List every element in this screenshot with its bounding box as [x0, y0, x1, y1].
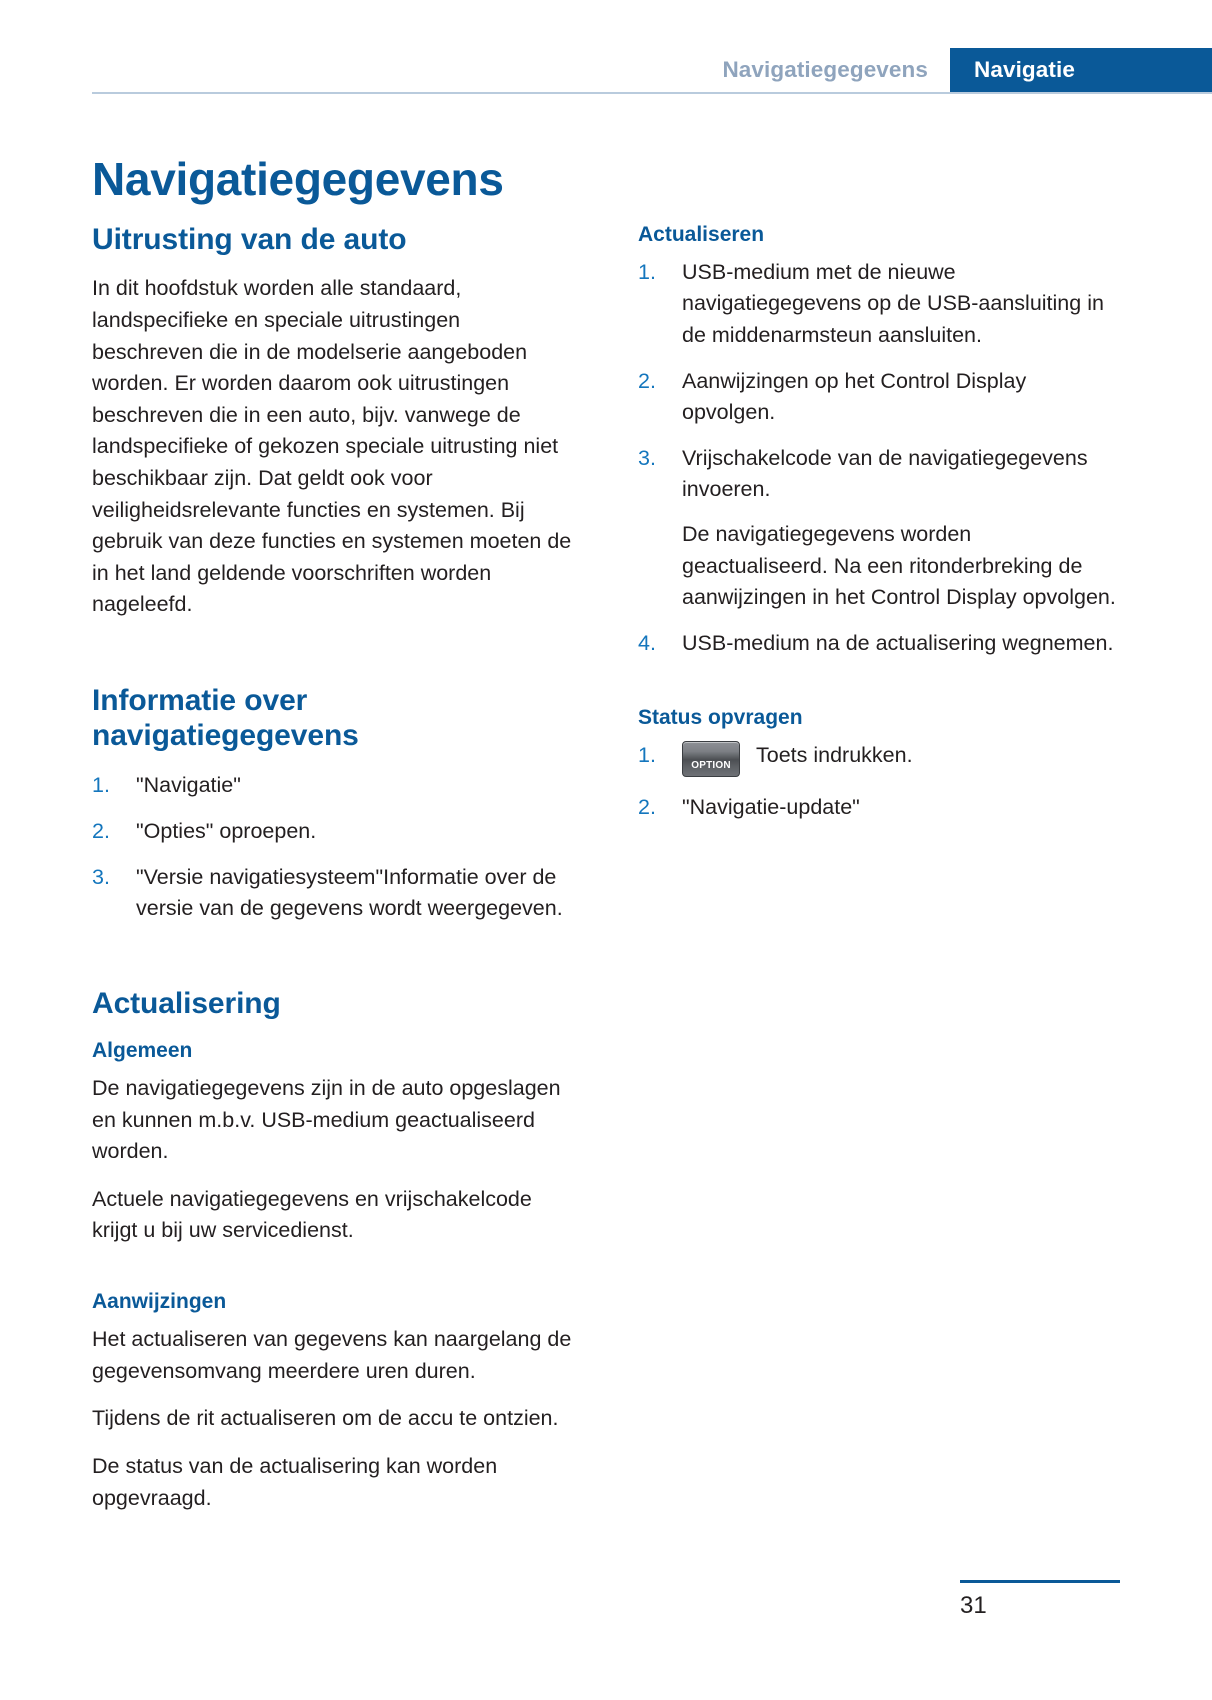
list-item — [638, 257, 1120, 351]
list-item — [638, 443, 1120, 613]
paragraph-aanwijzingen-2: Tijdens de rit actualiseren om de accu te ontzien. — [92, 1406, 559, 1431]
paragraph-aanwijzingen-3: De status van de actualisering kan worden opgevraagd. — [92, 1453, 498, 1510]
right-column — [638, 222, 1120, 1514]
steps-actualiseren — [638, 257, 1120, 659]
section-spacer — [638, 659, 1120, 705]
section-spacer — [92, 924, 574, 986]
footer-divider-rule — [960, 1580, 1120, 1583]
section-informatie-over-navigatiegegevens — [92, 683, 574, 924]
step-number: 2. — [638, 368, 656, 393]
list-item — [638, 628, 1120, 659]
step-number: 4. — [638, 630, 656, 655]
steps-status-opvragen — [638, 740, 1120, 823]
step-number: 2. — [92, 818, 110, 843]
step-number: 1. — [638, 743, 656, 768]
heading-informatie-over-navigatiegegevens: Informatie over navigatiegegevens — [92, 683, 359, 753]
step-text: "Navigatie-update" — [682, 795, 860, 820]
step-text: Vrijschakelcode van de navigatiegegevens invoeren. — [682, 446, 1088, 502]
step-text: "Opties" oproepen. — [136, 818, 317, 843]
step-text: "Navigatie" — [136, 772, 241, 797]
heading-algemeen: Algemeen — [92, 1038, 193, 1062]
subsection-spacer — [92, 1263, 574, 1289]
paragraph-aanwijzingen-1: Het actualiseren van gegevens kan naargelang de gegevensomvang meerdere uren duren. — [92, 1327, 572, 1383]
heading-aanwijzingen: Aanwijzingen — [92, 1289, 227, 1313]
step-note: De navigatiegegevens worden geactualiseerd. Na een ritonderbreking de aanwijzingen in het Control Display opvolgen. — [682, 522, 1116, 609]
option-button-icon — [682, 741, 740, 777]
heading-actualiseren: Actualiseren — [638, 223, 765, 246]
heading-uitrusting-van-de-auto: Uitrusting van de auto — [92, 223, 407, 256]
paragraph-algemeen-1: De navigatiegegevens zijn in de auto opgeslagen en kunnen m.b.v. USB-medium geactualiseerd worden. — [92, 1075, 561, 1164]
step-text: USB-medium met de nieuwe navigatiegegevens op de USB-aansluiting in de middenarmsteun aansluiten. — [682, 260, 1104, 347]
section-actualiseren — [638, 222, 1120, 659]
list-item — [92, 770, 574, 801]
step-text: Toets indrukken. — [756, 743, 913, 768]
option-button-icon-label: OPTION — [691, 759, 731, 771]
list-item — [92, 816, 574, 847]
page-running-header — [0, 0, 1212, 96]
step-number: 1. — [638, 260, 656, 285]
section-status-opvragen — [638, 705, 1120, 823]
section-uitrusting-van-de-auto — [92, 222, 574, 621]
header-section-tab: Navigatie — [950, 48, 1212, 92]
list-item — [92, 862, 574, 924]
paragraph-algemeen-2: Actuele navigatiegegevens en vrijschakelcode krijgt u bij uw servicedienst. — [92, 1186, 532, 1243]
section-spacer — [92, 621, 574, 683]
content-columns — [92, 222, 1120, 1514]
list-item — [638, 366, 1120, 428]
step-text: "Versie navigatiesysteem"Informatie over de versie van de gegevens wordt weergegeven. — [136, 865, 563, 921]
step-text: USB-medium na de actualisering wegnemen. — [682, 630, 1114, 655]
heading-status-opvragen: Status opvragen — [638, 706, 803, 730]
header-chapter-label: Navigatiegegevens — [722, 57, 928, 82]
steps-informatie-over-navigatiegegevens — [92, 770, 574, 925]
page-title: Navigatiegegevens — [92, 152, 504, 205]
list-item — [638, 740, 1120, 777]
step-text-group — [682, 740, 1120, 777]
section-actualisering — [92, 986, 574, 1514]
header-divider-rule — [92, 92, 1212, 94]
page-number: 31 — [960, 1592, 987, 1619]
step-number: 3. — [638, 446, 656, 471]
left-column — [92, 222, 574, 1514]
step-text-group — [682, 443, 1120, 613]
step-number: 3. — [92, 865, 110, 890]
header-inner — [698, 48, 1212, 92]
list-item — [638, 792, 1120, 823]
paragraph-uitrusting-intro: In dit hoofdstuk worden alle standaard, landspecifieke en speciale uitrustingen beschreven die in de modelserie aangeboden worden. Er worden daarom ook uitrustingen beschreven die in een auto, bijv. vanwege de landspecifieke of gekozen speciale uitrusting niet beschikbaar zijn. Dat geldt ook voor veiligheidsrelevante functies en systemen. Bij gebruik van deze functies en systemen moeten de in het land geldende voorschriften worden nageleefd. — [92, 276, 572, 617]
step-text: Aanwijzingen op het Control Display opvolgen. — [682, 368, 1027, 424]
step-number: 2. — [638, 795, 656, 820]
step-number: 1. — [92, 772, 110, 797]
heading-actualisering: Actualisering — [92, 987, 281, 1021]
